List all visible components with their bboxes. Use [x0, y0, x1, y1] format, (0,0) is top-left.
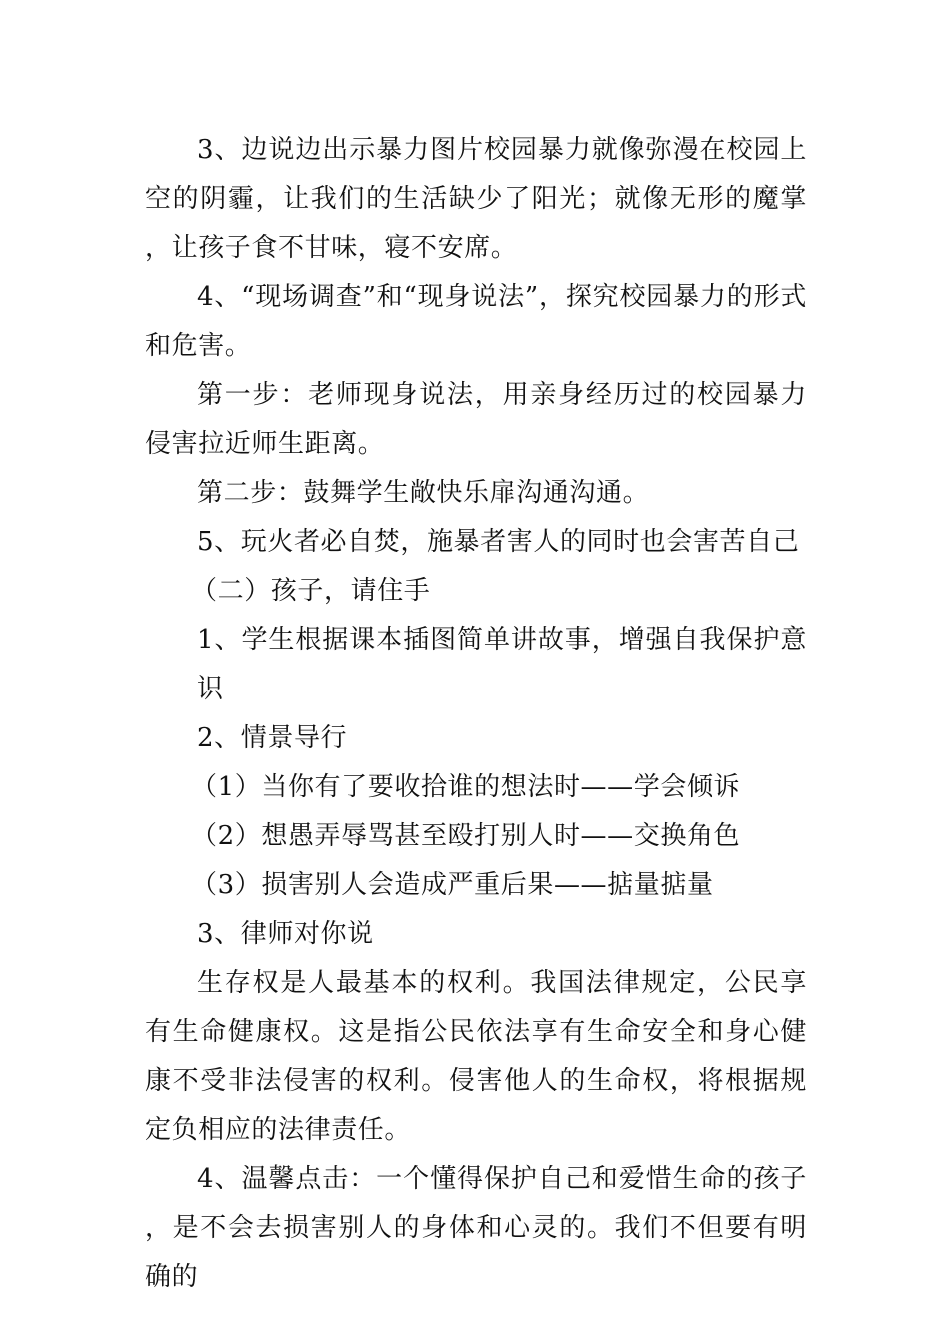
paragraph-3-violence-images: 3、边说边出示暴力图片校园暴力就像弥漫在校园上空的阴霾，让我们的生活缺少了阳光；就像无形的魔掌，让孩子食不甘味，寝不安席。	[145, 135, 807, 263]
list-item-learn-to-confide: （1）当你有了要收拾谁的想法时——学会倾诉	[191, 772, 741, 802]
list-item-swap-roles: （2）想愚弄辱骂甚至殴打别人时——交换角色	[191, 821, 741, 851]
paragraph-2-scenario-guidance: 2、情景导行	[197, 723, 348, 753]
paragraph-4-warm-tip: 4、温馨点击：一个懂得保护自己和爱惜生命的孩子，是不会去损害别人的身体和心灵的。我们不但要有明确的	[145, 1164, 807, 1292]
paragraph-5-play-with-fire: 5、玩火者必自焚，施暴者害人的同时也会害苦自己	[197, 527, 800, 557]
paragraph-step-one: 第一步：老师现身说法，用亲身经历过的校园暴力侵害拉近师生距离。	[145, 380, 807, 459]
paragraph-right-to-life: 生存权是人最基本的权利。我国法律规定，公民享有生命健康权。这是指公民依法享有生命安全和身心健康不受非法侵害的权利。侵害他人的生命权，将根据规定负相应的法律责任。	[145, 968, 807, 1145]
paragraph-1-storytelling: 1、学生根据课本插图简单讲故事，增强自我保护意识	[197, 625, 807, 704]
paragraph-4-field-investigation: 4、“现场调查”和“现身说法”，探究校园暴力的形式和危害。	[145, 282, 807, 361]
list-item-weigh-consequences: （3）损害别人会造成严重后果——掂量掂量	[191, 870, 714, 900]
section-heading-child-stop: （二）孩子，请住手	[191, 576, 431, 606]
paragraph-3-lawyer-says: 3、律师对你说	[197, 919, 374, 949]
document-body	[145, 126, 807, 1302]
paragraph-step-two: 第二步：鼓舞学生敞快乐扉沟通沟通。	[197, 478, 650, 508]
